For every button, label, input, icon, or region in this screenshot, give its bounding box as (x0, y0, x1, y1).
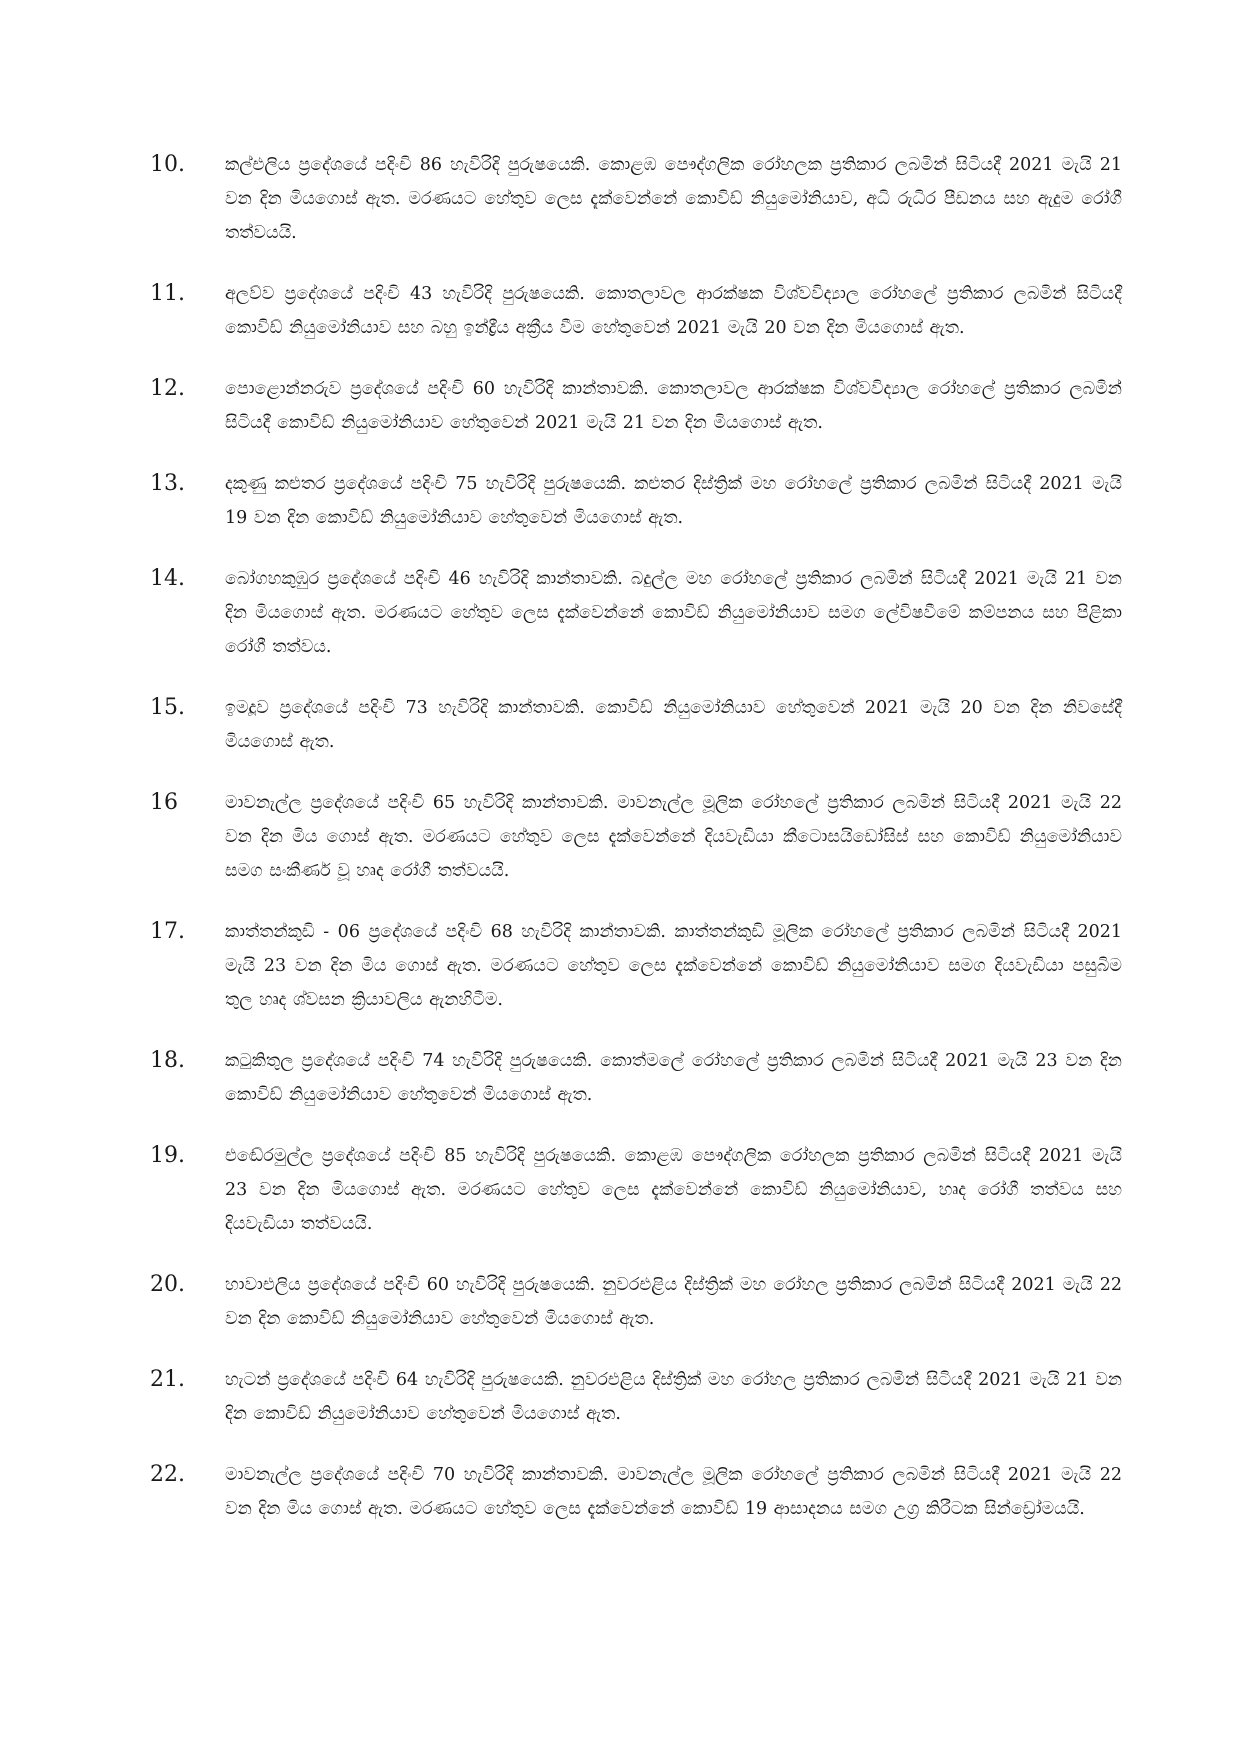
list-item (150, 1268, 1122, 1336)
item-number: 17. (150, 919, 185, 944)
item-text: මාවනැල්ල ප්‍රදේශයේ පදිංචි 65 හැවිරිදි කාන්තාවකි. මාවනැල්ල මූලික රෝහලේ ප්‍රතිකාර ලබමින් සිටියදී 2021 මැයි 22 වන දින මිය ගොස් ඇත. මරණයට හේතුව ලෙස දැක්වෙන්නේ දියවැඩියා කීටොසයිඩෝසිස් සහ කොවිඩ් නියුමෝනියාව සමග සංකීර්ණ වූ හෘද රෝගී තත්වයයි. (225, 793, 1122, 881)
item-number: 20. (150, 1272, 185, 1297)
item-text: කල්එලිය ප්‍රදේශයේ පදිංචි 86 හැවිරිදි පුරුෂයෙකි. කොළඹ පෞද්ගලික රෝහලක ප්‍රතිකාර ලබමින් සිටියදී 2021 මැයි 21 වන දින මියගොස් ඇත. මරණයට හේතුව ලෙස දැක්වෙන්නේ කොවිඩ් නියුමෝනියාව, අධි රුධිර පීඩනය සහ ඇදුම රෝගී තත්වයයි. (225, 155, 1122, 243)
item-number: 11. (150, 281, 185, 306)
item-text: අලව්ව ප්‍රදේශයේ පදිංචි 43 හැවිරිදි පුරුෂයෙකි. කොතලාවල ආරක්ෂක විශ්වවිද්‍යාල රෝහලේ ප්‍රතිකාර ලබමින් සිටියදී කොවිඩ් නියුමෝනියාව සහ බහු ඉන්ද්‍රීය අක්‍රීය වීම හේතුවෙන් 2021 මැයි 20 වන දින මියගොස් ඇත. (225, 284, 1122, 338)
list-item (150, 562, 1122, 664)
list-item (150, 372, 1122, 440)
item-number: 10. (150, 152, 185, 177)
list-item (150, 1139, 1122, 1241)
item-text: මාවනැල්ල ප්‍රදේශයේ පදිංචි 70 හැවිරිදි කාන්තාවකි. මාවනැල්ල මූලික රෝහලේ ප්‍රතිකාර ලබමින් සිටියදී 2021 මැයි 22 වන දින මිය ගොස් ඇත. මරණයට හේතුව ලෙස දැක්වෙන්නේ කොවිඩ් 19 ආසාදනය සමග උග්‍ර කිරීටක සින්ඩ්‍රෝමයයි. (225, 1465, 1122, 1519)
item-text: දකුණු කළුතර ප්‍රදේශයේ පදිංචි 75 හැවිරිදි පුරුෂයෙකි. කළුතර දිස්ත්‍රික් මහ රෝහලේ ප්‍රතිකාර ලබමින් සිටියදී 2021 මැයි 19 වන දින කොවිඩ් නියුමෝනියාව හේතුවෙන් මියගොස් ඇත. (225, 474, 1122, 528)
death-report-list (150, 148, 1122, 1553)
list-item (150, 786, 1122, 888)
list-item (150, 1363, 1122, 1431)
item-number: 15. (150, 695, 185, 720)
list-item (150, 691, 1122, 759)
item-text: ඉමදූව ප්‍රදේශයේ පදිංචි 73 හැවිරිදි කාන්තාවකි. කොවිඩ් නියුමෝනියාව හේතුවෙන් 2021 මැයි 20 වන දින නිවසේදී මියගොස් ඇත. (225, 698, 1122, 752)
item-number: 21. (150, 1367, 185, 1392)
list-item (150, 467, 1122, 535)
item-number: 16 (150, 790, 178, 815)
list-item (150, 277, 1122, 345)
item-text: කාත්තන්කුඩි - 06 ප්‍රදේශයේ පදිංචි 68 හැවිරිදි කාන්තාවකි. කාත්තන්කුඩි මූලික රෝහලේ ප්‍රතිකාර ලබමින් සිටියදී 2021 මැයි 23 වන දින මිය ගොස් ඇත. මරණයට හේතුව ලෙස දැක්වෙන්නේ කොවිඩ් නියුමෝනියාව සමග දියවැඩියා පසුබිම තුල හෘද ශ්වසන ක්‍රියාවලිය ඇනහිටීම. (225, 922, 1122, 1010)
item-number: 12. (150, 376, 185, 401)
list-item (150, 148, 1122, 250)
item-number: 22. (150, 1462, 185, 1487)
item-number: 14. (150, 566, 185, 591)
item-number: 18. (150, 1048, 185, 1073)
item-text: හාවාඑලිය ප්‍රදේශයේ පදිංචි 60 හැවිරිදි පුරුෂයෙකි. නුවරඑළිය දිස්ත්‍රික් මහ රෝහල ප්‍රතිකාර ලබමින් සිටියදී 2021 මැයි 22 වන දින කොවිඩ් නියුමෝනියාව හේතුවෙන් මියගොස් ඇත. (225, 1275, 1122, 1329)
list-item (150, 1044, 1122, 1112)
list-item (150, 1458, 1122, 1526)
item-text: පොළොන්නරුව ප්‍රදේශයේ පදිංචි 60 හැවිරිදි කාන්තාවකි. කොතලාවල ආරක්ෂක විශ්වවිද්‍යාල රෝහලේ ප්‍රතිකාර ලබමින් සිටියදී කොවිඩ් නියුමෝනියාව හේතුවෙන් 2021 මැයි 21 වන දින මියගොස් ඇත. (225, 379, 1122, 433)
item-number: 19. (150, 1143, 185, 1168)
item-text: කටුකිතුල ප්‍රදේශයේ පදිංචි 74 හැවිරිදි පුරුෂයෙකි. කොත්මලේ රෝහලේ ප්‍රතිකාර ලබමින් සිටියදී 2021 මැයි 23 වන දින කොවිඩ් නියුමෝනියාව හේතුවෙන් මියගොස් ඇත. (225, 1051, 1122, 1105)
item-text: හැටන් ප්‍රදේශයේ පදිංචි 64 හැවිරිදි පුරුෂයෙකි. නුවරඑළිය දිස්ත්‍රික් මහ රෝහල ප්‍රතිකාර ලබමින් සිටියදී 2021 මැයි 21 වන දින කොවිඩ් නියුමෝනියාව හේතුවෙන් මියගොස් ඇත. (225, 1370, 1122, 1424)
item-text: බෝගහකුඹුර ප්‍රදේශයේ පදිංචි 46 හැවිරිදි කාන්තාවකි. බදුල්ල මහ රෝහලේ ප්‍රතිකාර ලබමින් සිටියදී 2021 මැයි 21 වන දින මියගොස් ඇත. මරණයට හේතුව ලෙස දැක්වෙන්නේ කොවිඩ් නියුමෝනියාව සමග ලේවිෂවීමේ කම්පනය සහ පිළිකා රෝගී තත්වය. (225, 569, 1122, 657)
item-number: 13. (150, 471, 185, 496)
list-item (150, 915, 1122, 1017)
item-text: එඬේරමුල්ල ප්‍රදේශයේ පදිංචි 85 හැවිරිදි පුරුෂයෙකි. කොළඹ පෞද්ගලික රෝහලක ප්‍රතිකාර ලබමින් සිටියදී 2021 මැයි 23 වන දින මියගොස් ඇත. මරණයට හේතුව ලෙස දැක්වෙන්නේ කොවිඩ් නියුමෝනියාව, හෘද රෝගී තත්වය සහ දියවැඩියා තත්වයයි. (225, 1146, 1122, 1234)
